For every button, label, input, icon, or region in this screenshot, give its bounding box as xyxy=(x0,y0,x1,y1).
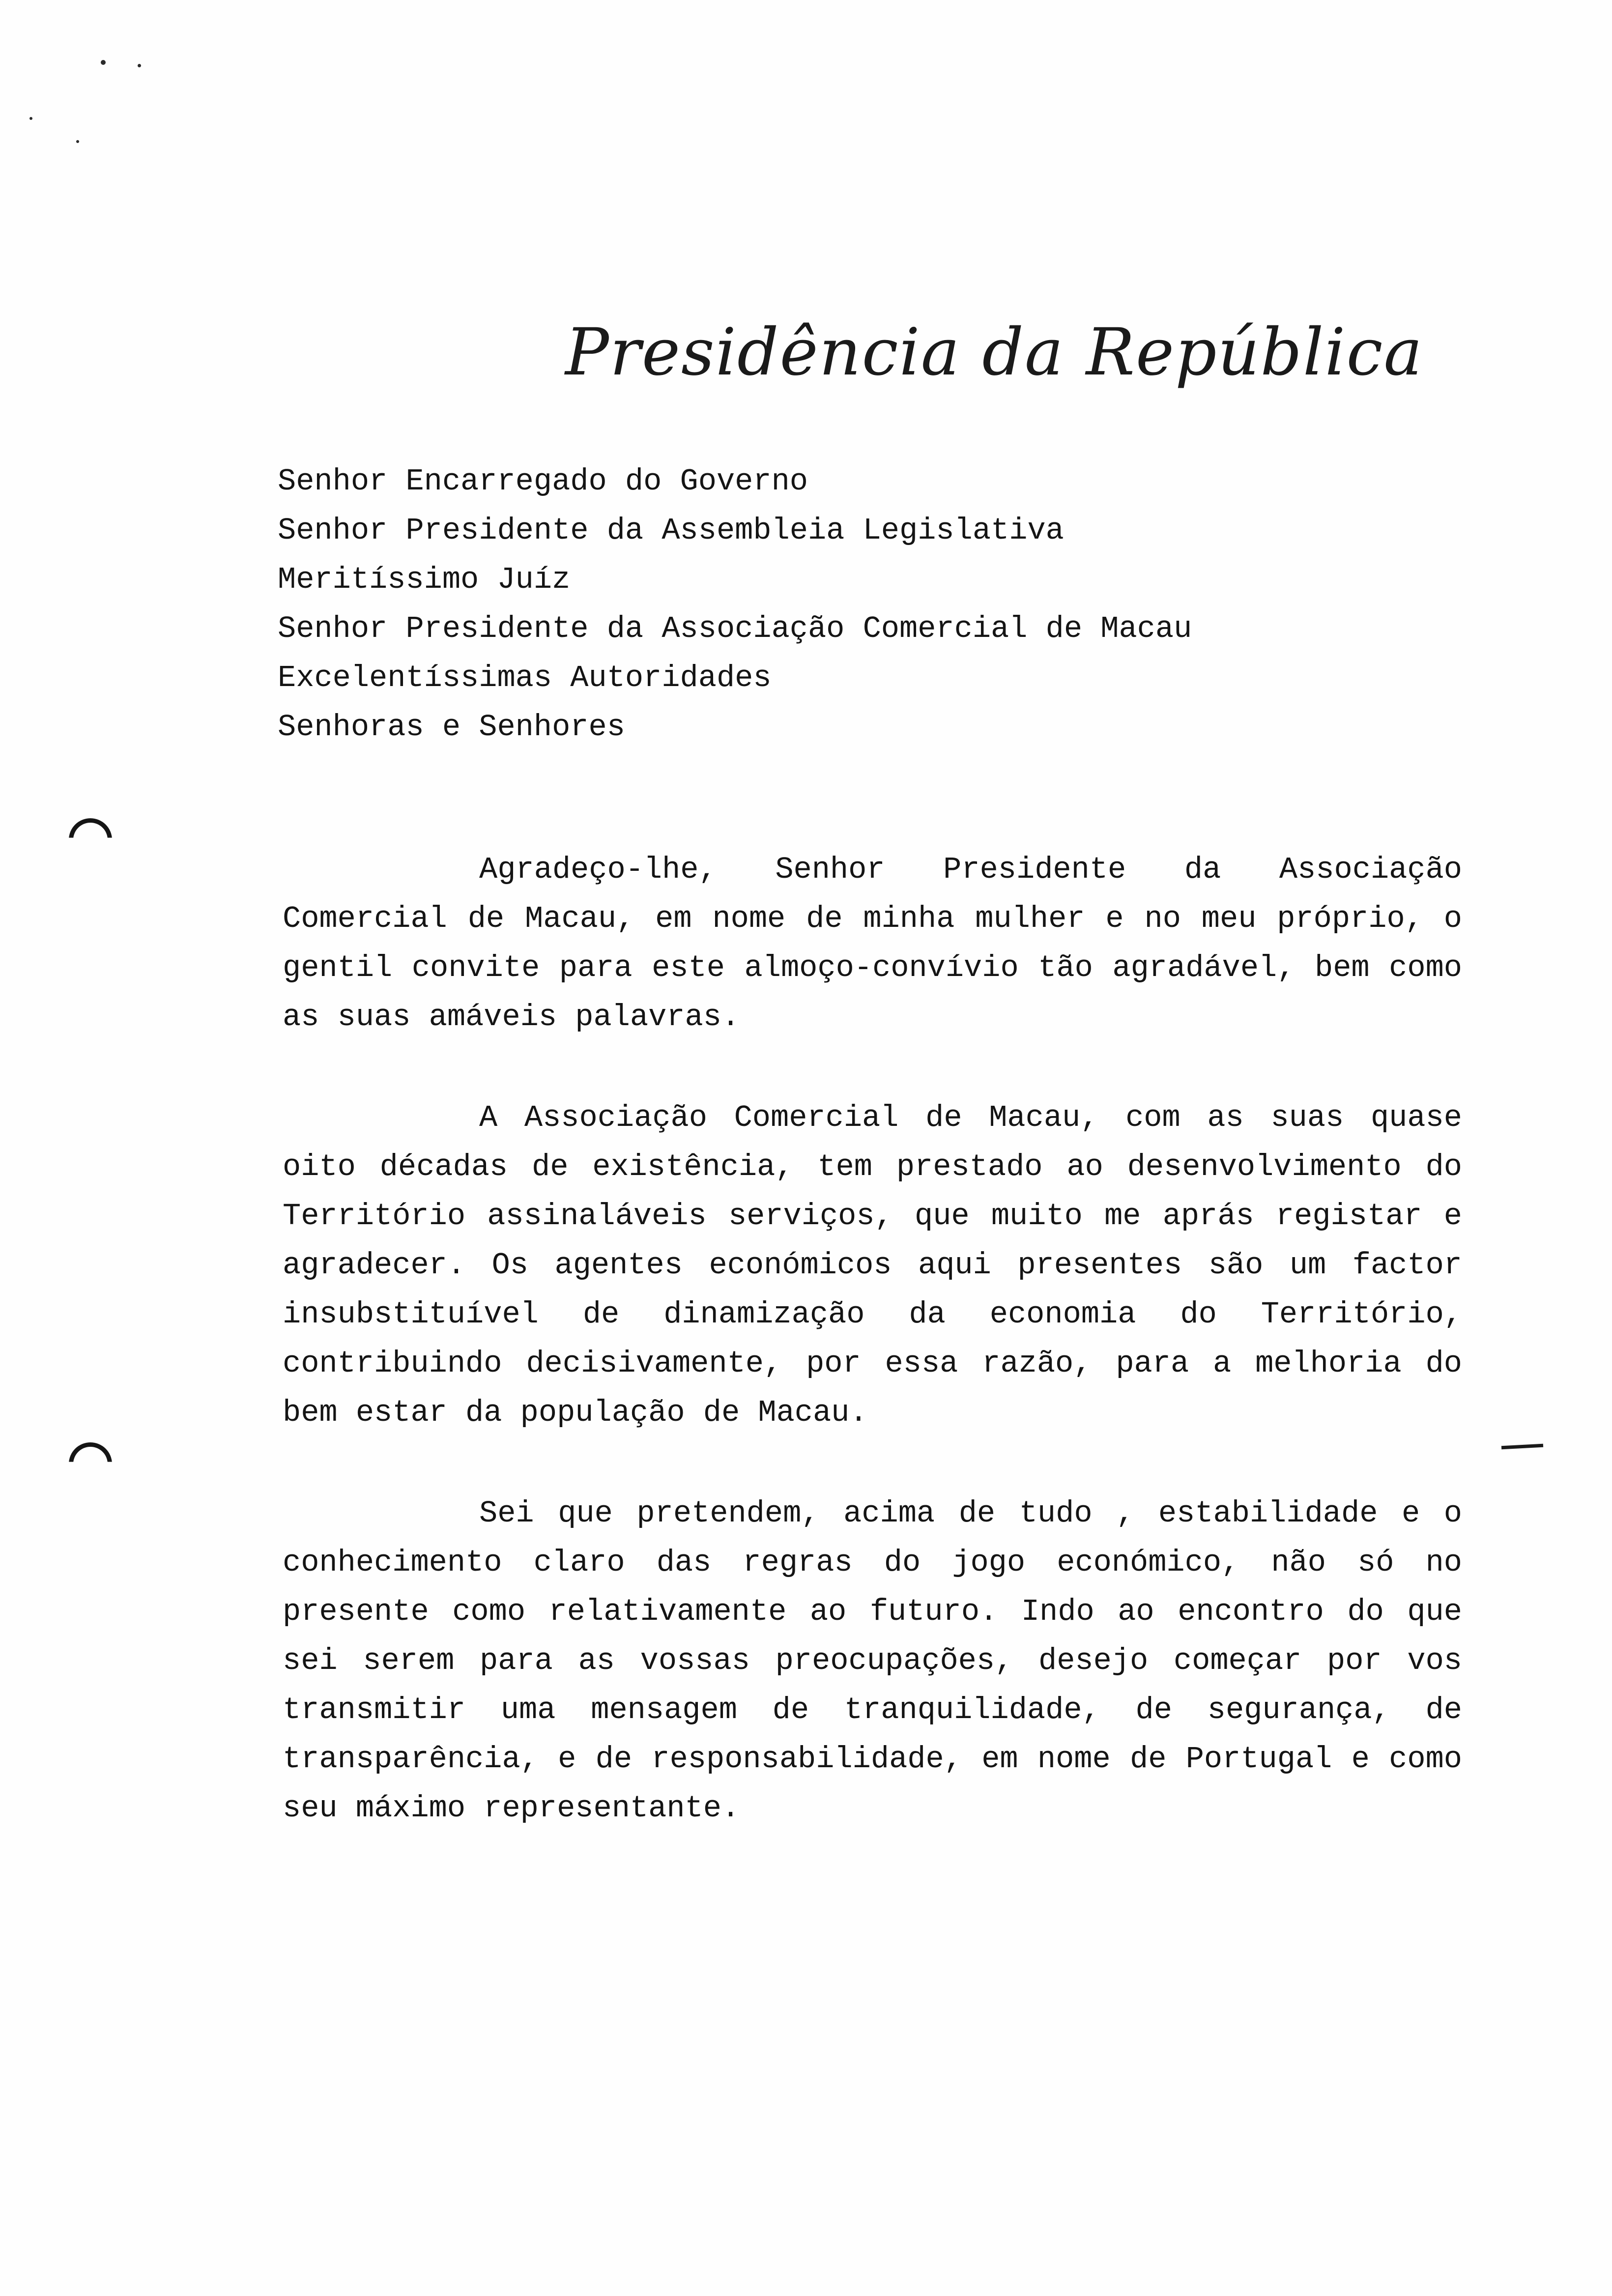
scan-speck xyxy=(101,60,106,65)
punch-hole-mark xyxy=(69,818,112,861)
salutation-line: Excelentíssimas Autoridades xyxy=(278,660,772,695)
salutation-line: Meritíssimo Juíz xyxy=(278,562,571,597)
salutation-list xyxy=(278,457,1506,752)
salutation-line: Senhor Presidente da Assembleia Legislativa xyxy=(278,513,1064,548)
scan-speck xyxy=(29,117,32,120)
scan-speck xyxy=(138,64,141,67)
punch-hole-mark xyxy=(69,1442,112,1486)
body-paragraph: Sei que pretendem, acima de tudo , estabilidade e o conhecimento claro das regras do jogo económico, não só no presente como relativamente ao futuro. Indo ao encontro do que sei serem para as vossas preocupações, desejo começar por vos transmitir uma mensagem de tranquilidade, de segurança, de transparência, e de responsabilidade, em nome de Portugal e como seu máximo representante. xyxy=(283,1496,1462,1826)
salutation-line: Senhor Presidente da Associação Comercial de Macau xyxy=(278,611,1192,646)
salutation-line: Senhor Encarregado do Governo xyxy=(278,464,808,499)
letterhead-title: Presidência da República xyxy=(565,315,1424,390)
body-paragraph: A Associação Comercial de Macau, com as suas quase oito décadas de existência, tem prestado ao desenvolvimento do Território assinaláveis serviços, que muito me aprás registar e agradecer. Os agentes económicos aqui presentes são um factor insubstituível de dinamização da economia do Território, contribuindo decisivamente, por essa razão, para a melhoria do bem estar da população de Macau. xyxy=(283,1100,1462,1430)
margin-dash-mark xyxy=(1501,1444,1543,1449)
salutation-line: Senhoras e Senhores xyxy=(278,710,625,745)
scan-speck xyxy=(76,140,79,143)
body-paragraph: Agradeço-lhe, Senhor Presidente da Associação Comercial de Macau, em nome de minha mulher e no meu próprio, o gentil convite para este almoço-convívio tão agradável, bem como as suas amáveis palavras. xyxy=(283,852,1462,1034)
